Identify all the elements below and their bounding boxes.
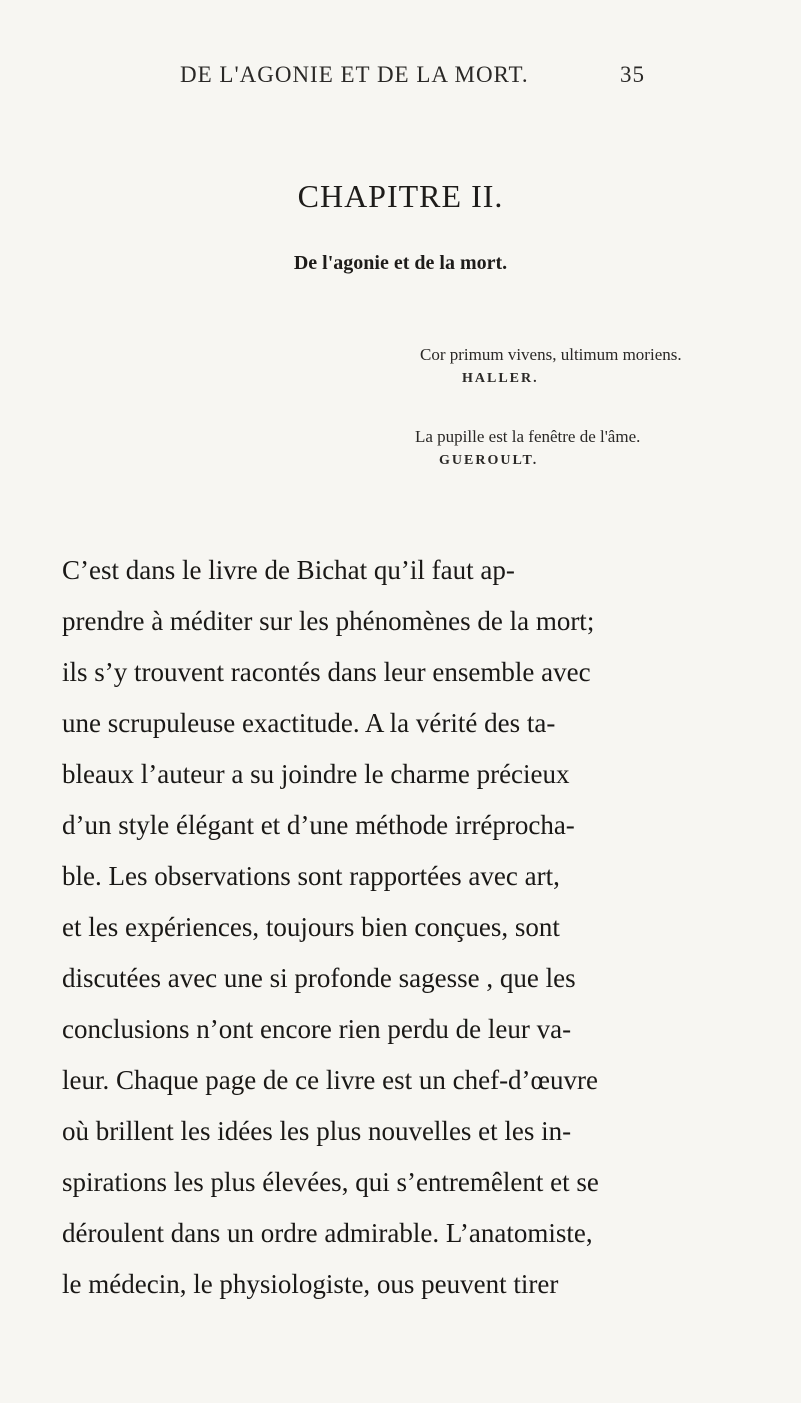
text-line: une scrupuleuse exactitude. A la vérité des ta- [62, 708, 556, 738]
text-line: leur. Chaque page de ce livre est un chef-d’œuvre [62, 1065, 599, 1095]
body-text [62, 545, 747, 1310]
epigraph-author: HALLER. [462, 371, 539, 386]
text-line: conclusions n’ont encore rien perdu de leur va- [62, 1014, 572, 1044]
text-line: C’est dans le livre de Bichat qu’il faut ap- [62, 555, 515, 585]
running-head-title [180, 62, 529, 88]
epigraph-quote: La pupille est la fenêtre de l'âme. [415, 427, 641, 446]
text-line: discutées avec une si profonde sagesse , que les [62, 963, 576, 993]
running-head-main: AGONIE ET DE LA MORT. [239, 62, 529, 87]
text-line: le médecin, le physiologiste, ous peuvent tirer [62, 1269, 559, 1299]
text-line: déroulent dans un ordre admirable. L’anatomiste, [62, 1218, 593, 1248]
page-number: 35 [620, 62, 645, 87]
text-line: ils s’y trouvent racontés dans leur ensemble avec [62, 657, 591, 687]
text-line: ble. Les observations sont rapportées avec art, [62, 861, 560, 891]
epigraph-author: GUEROULT. [439, 453, 539, 468]
text-line: prendre à méditer sur les phénomènes de la mort; [62, 606, 595, 636]
text-line: d’un style élégant et d’une méthode irréprocha- [62, 810, 575, 840]
chapter-title: CHAPITRE II. [297, 178, 504, 214]
text-line: où brillent les idées les plus nouvelles et les in- [62, 1116, 572, 1146]
epigraph-gueroult [415, 427, 795, 469]
running-head-prefix: DE L' [180, 62, 240, 87]
epigraph-quote: Cor primum vivens, ultimum moriens. [420, 345, 682, 364]
text-line: bleaux l’auteur a su joindre le charme précieux [62, 759, 570, 789]
text-line: spirations les plus élevées, qui s’entremêlent et se [62, 1167, 599, 1197]
section-title: De l'agonie et de la mort. [293, 252, 508, 274]
epigraph-haller [420, 345, 800, 387]
text-line: et les expériences, toujours bien conçues, sont [62, 912, 560, 942]
